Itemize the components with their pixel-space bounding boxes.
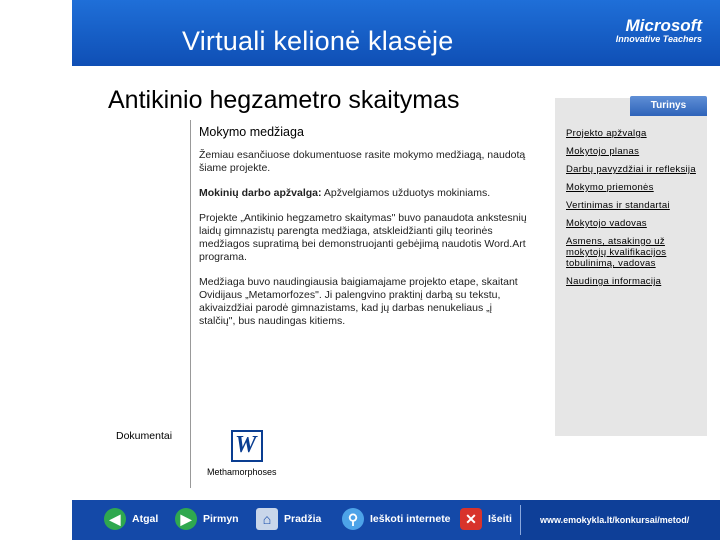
close-icon: ✕ (460, 508, 482, 530)
forward-button[interactable] (175, 508, 239, 530)
overview-text: Apžvelgiamos užduotys mokiniams. (321, 187, 491, 199)
sidebar-item-teaching-materials[interactable]: Mokymo priemonės (566, 182, 654, 193)
brand-name: Microsoft (625, 16, 702, 35)
exit-button[interactable] (460, 508, 512, 530)
sidebar-item-useful-info[interactable]: Naudinga informacija (566, 276, 662, 287)
paragraph-project: Projekte „Antikinio hegzametro skaitymas" buvo panaudota ankstesnių laidų gimnazistų parengta medžiaga, atskleidžianti gilų teorinės medžiagos supratimą bei demonstruojanti gebėjimą naudotis Word.Art programa. (199, 212, 527, 263)
back-button[interactable] (104, 508, 158, 530)
sidebar-item-qualification-guide[interactable]: Asmens, atsakingo už mokytojų kvalifikacijos tobulinimą, vadovas (566, 236, 667, 269)
paragraph-overview (199, 187, 529, 200)
forward-label: Pirmyn (203, 513, 239, 525)
main-content (199, 126, 529, 340)
sidebar-item-assessment[interactable]: Vertinimas ir standartai (566, 200, 670, 211)
home-icon: ⌂ (256, 508, 278, 530)
microsoft-logo (616, 16, 702, 44)
tab-contents[interactable]: Turinys (630, 96, 707, 116)
exit-label: Išeiti (488, 513, 512, 525)
word-document-icon[interactable]: W (231, 430, 263, 462)
magnifier-icon: ⚲ (342, 508, 364, 530)
document-file-label[interactable]: Methamorphoses (207, 467, 277, 477)
paragraph-intro: Žemiau esančiuose dokumentuose rasite mokymo medžiagą, naudotą šiame projekte. (199, 149, 526, 174)
sidebar-menu (566, 128, 702, 294)
home-label: Pradžia (284, 513, 322, 525)
arrow-right-icon: ▶ (175, 508, 197, 530)
header-banner (72, 0, 720, 66)
left-margin (0, 0, 72, 540)
back-label: Atgal (132, 513, 159, 525)
sidebar-item-teacher-guide[interactable]: Mokytojo vadovas (566, 218, 647, 229)
sidebar-item-teacher-plan[interactable]: Mokytojo planas (566, 146, 640, 157)
arrow-left-icon: ◀ (104, 508, 126, 530)
documents-label: Dokumentai (116, 430, 173, 442)
search-web-button[interactable] (342, 508, 451, 530)
page-title: Antikinio hegzametro skaitymas (108, 86, 460, 114)
footer-url[interactable]: www.emokykla.lt/konkursai/metod/ (540, 515, 690, 525)
sidebar-item-project-overview[interactable]: Projekto apžvalga (566, 128, 647, 139)
search-web-label: Ieškoti internete (370, 513, 451, 525)
paragraph-usage: Medžiaga buvo naudingiausia baigiamajame projekto etape, skaitant Ovidijaus „Metamorfozes". Ji palengvino praktinį darbą su tekstu, akivaizdžiai parodė gimnazistams, kad jų darbas nenukeliaus „į stalčių", bus naudingas kitiems. (199, 276, 518, 327)
header-title: Virtuali kelionė klasėje (182, 26, 454, 56)
brand-subtitle: Innovative Teachers (615, 34, 702, 44)
content-heading: Mokymo medžiaga (199, 125, 304, 139)
overview-label: Mokinių darbo apžvalga: (199, 187, 322, 199)
footer-divider (520, 505, 521, 535)
home-button[interactable] (256, 508, 321, 530)
sidebar-item-work-examples[interactable]: Darbų pavyzdžiai ir refleksija (566, 164, 696, 175)
